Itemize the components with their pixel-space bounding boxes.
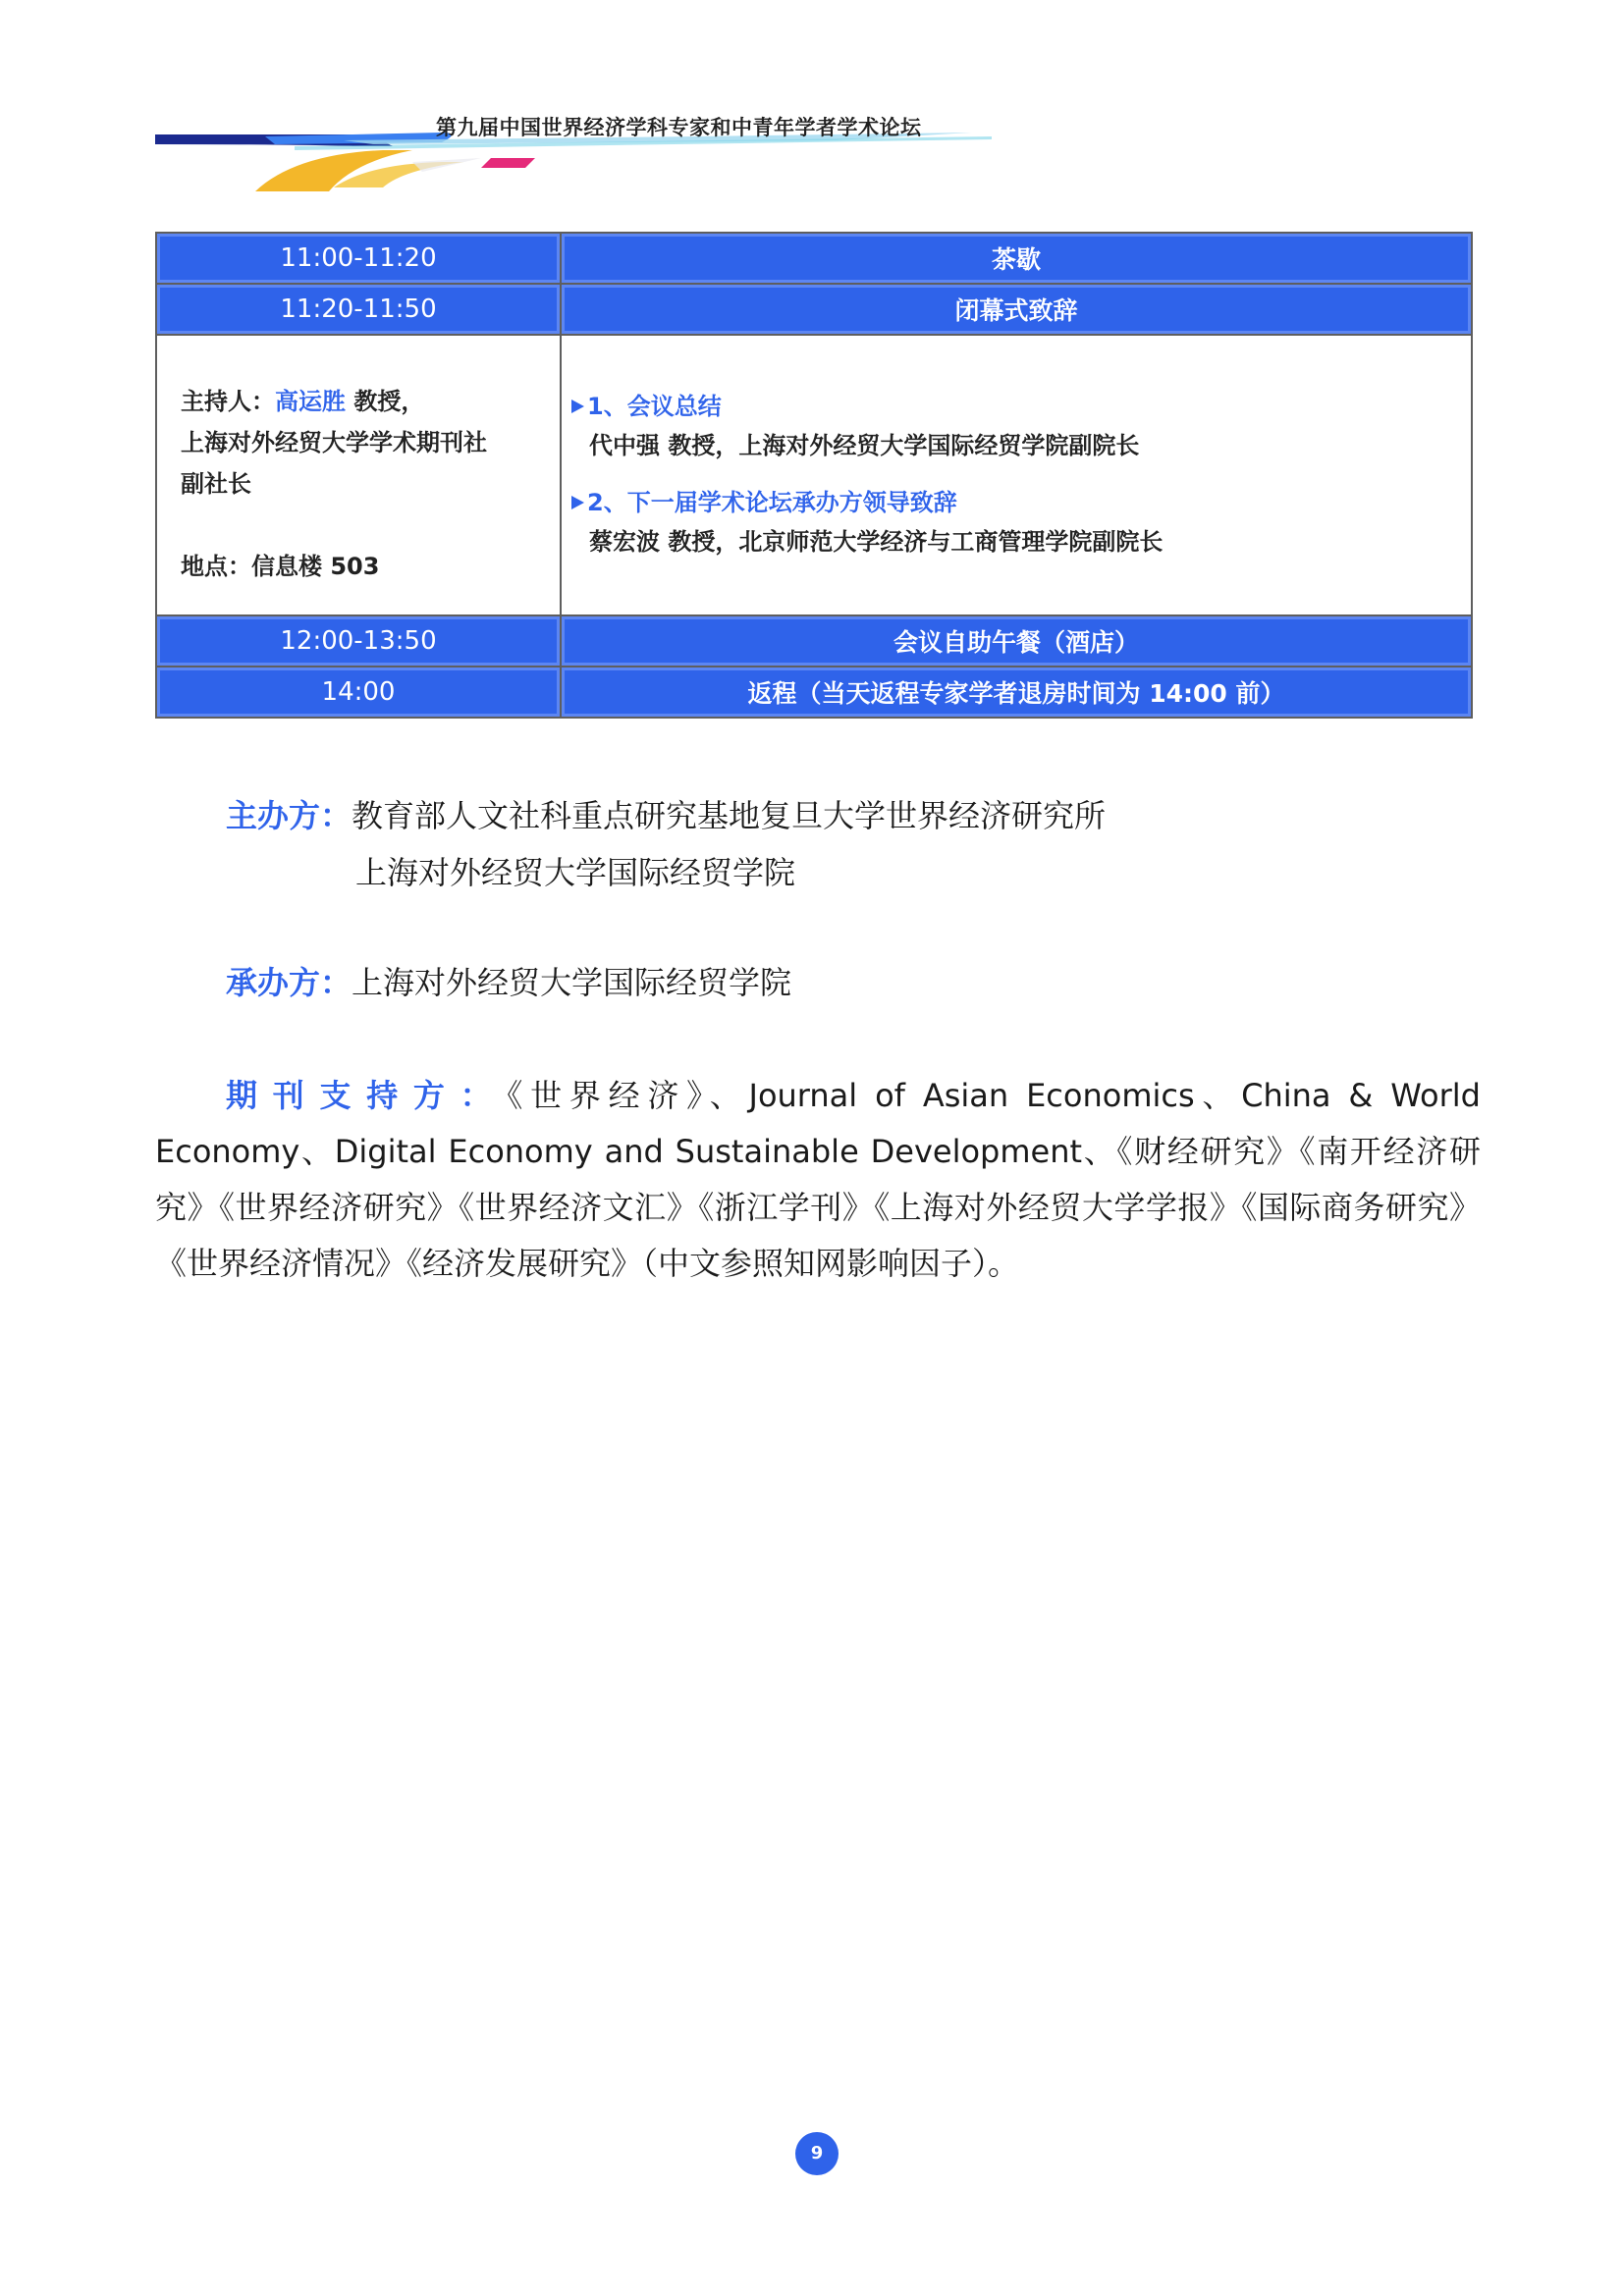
page-number: 9 — [795, 2132, 839, 2175]
main-organizer-line2: 上海对外经贸大学国际经贸学院 — [355, 854, 796, 891]
main-organizer — [226, 787, 1106, 901]
item-title: 2、下一届学术论坛承办方领导致辞 — [587, 489, 957, 516]
time-cell: 12:00-13:50 — [156, 615, 561, 667]
table-row — [156, 615, 1472, 667]
journal-supporters — [155, 1068, 1481, 1292]
list-item — [571, 387, 1471, 465]
host-line — [181, 381, 560, 422]
host-org-2: 副社长 — [181, 470, 251, 498]
arrow-icon — [571, 400, 584, 413]
program-cell — [561, 335, 1472, 615]
location: 地点：信息楼 503 — [181, 553, 380, 580]
host-name: 高运胜 — [275, 388, 346, 415]
main-organizer-line1: 教育部人文社科重点研究基地复旦大学世界经济研究所 — [352, 797, 1107, 834]
host-title: 教授， — [346, 388, 425, 415]
event-cell: 会议自助午餐（酒店） — [561, 615, 1472, 667]
table-row — [156, 667, 1472, 718]
journal-text: 《世界经济》、Journal of Asian Economics、China & World Economy、Digital Economy and Sustainable Development、《财经研究》《南开经济研究》《世界经济研究》《世界经济文汇》《浙江学刊》《上海对外经贸大学学报》《国际商务研究》《世界经济情况》《经济发展研究》（中文参照知网影响因子）。 — [155, 1077, 1481, 1282]
event-cell: 茶歇 — [561, 233, 1472, 284]
co-organizer-label: 承办方： — [226, 964, 352, 1001]
time-cell: 11:20-11:50 — [156, 284, 561, 335]
arrow-icon — [571, 496, 584, 509]
host-cell — [156, 335, 561, 615]
table-row-detail — [156, 335, 1472, 615]
time-cell: 11:00-11:20 — [156, 233, 561, 284]
table-row — [156, 284, 1472, 335]
item-body: 蔡宏波 教授，北京师范大学经济与工商管理学院副院长 — [589, 528, 1164, 556]
item-title: 1、会议总结 — [587, 393, 722, 420]
event-cell: 闭幕式致辞 — [561, 284, 1472, 335]
host-label: 主持人： — [181, 388, 275, 415]
co-organizer — [226, 954, 791, 1011]
co-organizer-text: 上海对外经贸大学国际经贸学院 — [352, 964, 792, 1001]
table-row — [156, 233, 1472, 284]
page-header — [0, 0, 1624, 206]
list-item — [571, 483, 1471, 561]
host-org: 上海对外经贸大学学术期刊社 — [181, 429, 487, 456]
main-organizer-label: 主办方： — [226, 797, 352, 834]
time-cell: 14:00 — [156, 667, 561, 718]
journal-label: 期刊支持方： — [226, 1077, 508, 1114]
schedule-table — [155, 232, 1473, 719]
header-title: 第九届中国世界经济学科专家和中青年学者学术论坛 — [436, 116, 922, 139]
event-cell: 返程（当天返程专家学者退房时间为 14:00 前） — [561, 667, 1472, 718]
item-body: 代中强 教授，上海对外经贸大学国际经贸学院副院长 — [589, 432, 1140, 459]
